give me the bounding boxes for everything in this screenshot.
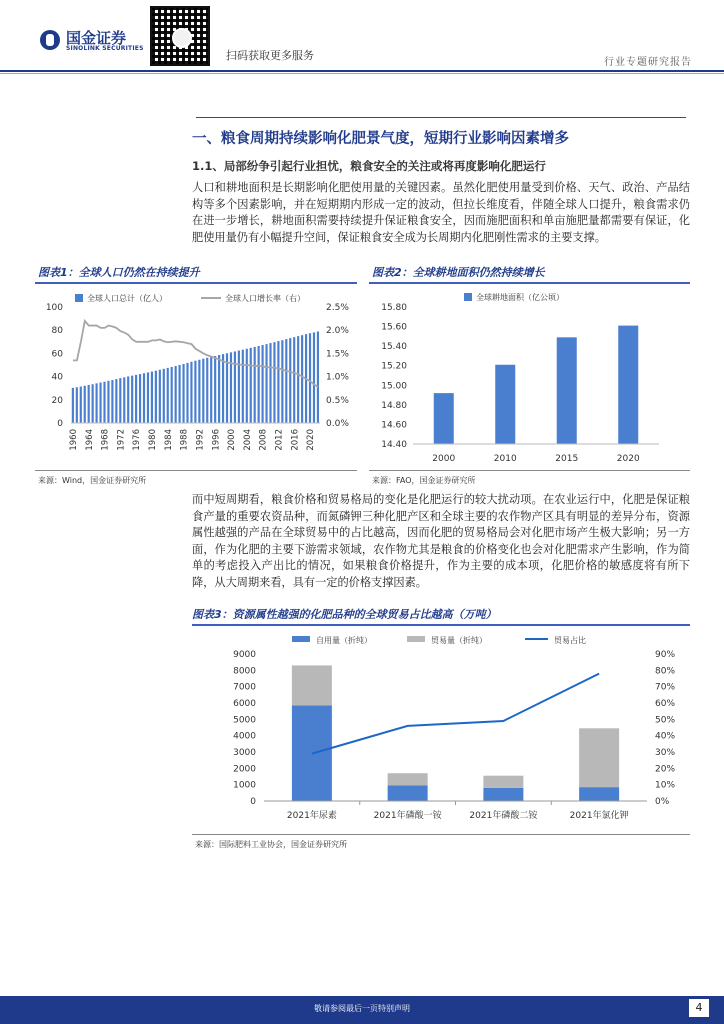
x-tick-label: 2021年氯化钾 xyxy=(569,811,629,821)
y2-tick-label: 2.5% xyxy=(326,303,349,313)
legend-label-domestic: 自用量（折纯） xyxy=(316,636,372,645)
y-tick-label: 5000 xyxy=(233,715,256,726)
x-tick-label: 2020 xyxy=(306,429,317,451)
farmland-bar xyxy=(434,393,454,444)
population-bar xyxy=(226,353,228,423)
y2-tick-label: 20% xyxy=(655,764,676,775)
y2-tick-label: 0% xyxy=(655,797,670,807)
section-title: 一、粮食周期持续影响化肥景气度，短期行业影响因素增多 xyxy=(192,131,569,147)
y2-tick-label: 50% xyxy=(655,715,676,726)
population-bar xyxy=(186,363,188,423)
population-bar xyxy=(281,340,283,423)
y-tick-label: 20 xyxy=(51,395,63,406)
population-bar xyxy=(88,385,90,423)
population-bar xyxy=(155,371,157,423)
population-bar xyxy=(265,344,267,423)
y-tick-label: 2000 xyxy=(233,764,256,775)
y-tick-label: 15.20 xyxy=(381,361,407,372)
fig2-caption: 图表2：全球耕地面积仍然持续增长 xyxy=(372,266,545,279)
population-bar xyxy=(273,342,275,423)
population-bar xyxy=(301,335,303,423)
x-tick-label: 2020 xyxy=(616,454,640,464)
domestic-bar xyxy=(579,787,619,801)
population-bar xyxy=(250,348,252,423)
population-bar xyxy=(313,332,315,423)
population-bar xyxy=(254,347,256,423)
x-tick-label: 2016 xyxy=(290,429,301,451)
y-tick-label: 15.60 xyxy=(381,322,407,333)
population-bar xyxy=(84,386,86,423)
brand-name: 国金证券 xyxy=(66,29,127,47)
y2-tick-label: 80% xyxy=(655,666,676,677)
y-tick-label: 80 xyxy=(51,326,63,337)
legend-label-trade: 贸易量（折纯） xyxy=(431,636,487,645)
footer-disclaimer[interactable]: 敬请参阅最后一页特别声明 xyxy=(314,1004,410,1013)
y2-tick-label: 0.5% xyxy=(326,395,349,406)
population-bar xyxy=(76,387,78,423)
brand-en-name: SINOLINK SECURITIES xyxy=(66,45,144,52)
x-tick-label: 1988 xyxy=(179,429,190,451)
x-tick-label: 1968 xyxy=(100,429,111,451)
population-bar xyxy=(289,338,291,423)
legend-swatch-population xyxy=(75,294,83,302)
population-bar xyxy=(309,333,311,423)
population-bar xyxy=(119,378,121,423)
y-tick-label: 100 xyxy=(45,303,63,313)
population-bar xyxy=(262,345,264,423)
paragraph-2: 而中短周期看，粮食价格和贸易格局的变化是化肥运行的较大扰动项。在农业运行中，化肥是保证粮食产量的重要农资品种，而氮磷钾三种化肥产区和全球主要的农作物产区具有明显的差异分布，资源属性越强的产品在全球贸易中的占比越高，因而化肥的贸易格局会对化肥市场产生极大影响；另一方面，作为化肥的主要下游需求领域，农作物尤其是粮食的价格变化也会对化肥需求产生影响，作为简单的考虑投入产出比的情况，如果粮食价格提升，作为主要的成本项，化肥价格的敏感度将有所下降，从大周期来看，具有一定的价格支撑因素。 xyxy=(192,493,690,589)
x-tick-label: 2000 xyxy=(227,429,238,451)
fig1-bottom-rule xyxy=(35,470,357,471)
x-tick-label: 2010 xyxy=(493,454,517,464)
x-tick-label: 2004 xyxy=(242,429,253,451)
y-tick-label: 7000 xyxy=(233,682,256,693)
y-tick-label: 9000 xyxy=(233,650,256,660)
fig1-caption: 图表1：全球人口仍然在持续提升 xyxy=(38,266,200,279)
page-number: 4 xyxy=(689,999,709,1017)
population-bar xyxy=(269,343,271,423)
population-bar xyxy=(92,384,94,423)
population-bar xyxy=(135,375,137,423)
population-bar xyxy=(127,376,129,423)
domestic-bar xyxy=(483,788,523,801)
fig1-source: 来源：Wind，国金证券研究所 xyxy=(38,476,147,485)
y2-tick-label: 0.0% xyxy=(326,419,349,429)
farmland-bar xyxy=(557,337,577,444)
y-tick-label: 14.60 xyxy=(381,420,407,431)
y-tick-label: 8000 xyxy=(233,666,256,677)
x-tick-label: 1984 xyxy=(163,429,174,451)
y-tick-label: 6000 xyxy=(233,699,256,709)
population-bar xyxy=(277,341,279,423)
y-tick-label: 0 xyxy=(250,797,256,807)
population-bar xyxy=(246,349,248,423)
y-tick-label: 3000 xyxy=(233,748,256,758)
population-bar xyxy=(179,365,181,423)
population-bar xyxy=(171,367,173,423)
fig3-rule xyxy=(192,624,690,626)
population-bar xyxy=(167,368,169,423)
population-bar xyxy=(115,379,117,423)
header-divider xyxy=(0,70,724,72)
y-tick-label: 40 xyxy=(51,372,63,383)
trade-bar xyxy=(388,773,428,785)
population-bar xyxy=(111,380,113,423)
section-subtitle: 1.1、局部纷争引起行业担忧，粮食安全的关注或将再度影响化肥运行 xyxy=(192,159,546,173)
population-bar xyxy=(107,381,109,423)
trade-bar xyxy=(292,665,332,705)
paragraph-1: 人口和耕地面积是长期影响化肥使用量的关键因素。虽然化肥使用量受到价格、天气、政治、产品结构等多个因素影响，并在短期期内形成一定的波动，但拉长维度看，伴随全球人口提升，粮食需求仍在进一步增长，耕地面积需要持续提升保证粮食安全，因而施肥面积和单亩施肥量都需要有保证，化肥使用量仍有小幅提升空间，保证粮食安全成为长周期内化肥刚性需求的主要支撑。 xyxy=(192,181,690,244)
report-type: 行业专题研究报告 xyxy=(604,57,692,68)
qr-code-icon[interactable] xyxy=(150,6,210,66)
population-bar xyxy=(297,336,299,423)
population-bar xyxy=(258,346,260,423)
population-bar xyxy=(143,373,145,423)
y2-tick-label: 1.5% xyxy=(326,349,349,360)
population-bar xyxy=(163,369,165,423)
x-tick-label: 1976 xyxy=(132,429,143,451)
population-bar xyxy=(131,376,133,423)
population-bar xyxy=(210,357,212,423)
fig2-bottom-rule xyxy=(369,470,690,471)
qr-center-logo-icon xyxy=(172,28,192,48)
y2-tick-label: 10% xyxy=(655,780,676,791)
trade-bar xyxy=(483,776,523,788)
legend-swatch-farmland xyxy=(464,293,472,301)
legend-label-share: 贸易占比 xyxy=(554,636,586,645)
qr-caption: 扫码获取更多服务 xyxy=(226,49,314,62)
domestic-bar xyxy=(388,785,428,801)
trade-share-line xyxy=(312,674,599,754)
population-bar xyxy=(198,360,200,423)
y2-tick-label: 30% xyxy=(655,748,676,758)
population-bar xyxy=(147,372,149,423)
y-tick-label: 60 xyxy=(51,349,63,360)
population-bar xyxy=(96,383,98,423)
fig1-rule xyxy=(35,282,357,284)
fig1-chart xyxy=(35,285,357,467)
legend-swatch-domestic xyxy=(292,636,310,642)
x-tick-label: 2021年尿素 xyxy=(286,811,337,821)
population-bar xyxy=(206,358,208,423)
population-bar xyxy=(222,354,224,423)
brand-logo-icon xyxy=(40,30,60,50)
y-tick-label: 14.80 xyxy=(381,400,407,411)
y2-tick-label: 40% xyxy=(655,731,676,742)
x-tick-label: 2021年磷酸二铵 xyxy=(469,811,538,821)
x-tick-label: 1980 xyxy=(148,429,159,451)
legend-label-farmland: 全球耕地面积（亿公顷） xyxy=(476,293,564,302)
x-tick-label: 1964 xyxy=(84,429,95,451)
legend-label-growth: 全球人口增长率（右） xyxy=(225,294,305,303)
population-bar xyxy=(123,377,125,423)
x-tick-label: 1996 xyxy=(211,429,222,451)
x-tick-label: 2015 xyxy=(555,454,579,464)
trade-bar xyxy=(579,728,619,787)
y-tick-label: 15.00 xyxy=(381,381,407,392)
legend-label-population: 全球人口总计（亿人） xyxy=(87,294,167,303)
x-tick-label: 2000 xyxy=(432,454,456,464)
y-tick-label: 0 xyxy=(57,419,63,429)
population-bar xyxy=(238,351,240,424)
y2-tick-label: 60% xyxy=(655,699,676,709)
fig2-rule xyxy=(369,282,690,284)
x-tick-label: 2008 xyxy=(258,429,269,451)
y-tick-label: 14.40 xyxy=(381,440,407,450)
population-bar xyxy=(182,364,184,423)
population-bar xyxy=(80,387,82,423)
x-tick-label: 1972 xyxy=(116,429,127,451)
population-bar xyxy=(175,366,177,423)
x-tick-label: 2021年磷酸一铵 xyxy=(373,811,442,821)
y2-tick-label: 90% xyxy=(655,650,676,660)
y-tick-label: 15.40 xyxy=(381,342,407,353)
population-bar xyxy=(99,383,101,423)
fig3-caption: 图表3：资源属性越强的化肥品种的全球贸易占比越高（万吨） xyxy=(192,608,497,621)
y-tick-label: 15.80 xyxy=(381,303,407,313)
population-bar xyxy=(139,374,141,423)
population-bar xyxy=(151,372,153,423)
population-bar xyxy=(103,382,105,423)
y2-tick-label: 1.0% xyxy=(326,372,349,383)
header-divider-thin xyxy=(0,73,724,74)
fig3-bottom-rule xyxy=(192,834,690,835)
fig3-chart xyxy=(192,628,690,830)
y-tick-label: 4000 xyxy=(233,731,256,742)
y2-tick-label: 70% xyxy=(655,682,676,693)
population-bar xyxy=(234,351,236,423)
population-bar xyxy=(214,356,216,423)
x-tick-label: 1992 xyxy=(195,429,206,451)
population-bar xyxy=(159,370,161,423)
x-tick-label: 2012 xyxy=(274,429,285,451)
population-bar xyxy=(317,331,319,423)
fig2-chart xyxy=(369,285,690,467)
population-bar xyxy=(293,337,295,423)
population-bar xyxy=(194,361,196,423)
fig2-source: 来源：FAO，国金证券研究所 xyxy=(372,476,476,485)
x-tick-label: 1960 xyxy=(68,429,79,451)
population-bar xyxy=(72,388,74,423)
population-bar xyxy=(190,362,192,423)
section-rule xyxy=(196,117,686,118)
population-bar xyxy=(285,339,287,423)
population-bar xyxy=(242,350,244,423)
fig3-source: 来源：国际肥料工业协会，国金证券研究所 xyxy=(195,840,347,849)
y2-tick-label: 2.0% xyxy=(326,326,349,337)
farmland-bar xyxy=(618,326,638,444)
legend-swatch-trade xyxy=(407,636,425,642)
population-bar xyxy=(202,359,204,423)
population-bar xyxy=(218,355,220,423)
y-tick-label: 1000 xyxy=(233,780,256,791)
farmland-bar xyxy=(495,365,515,444)
